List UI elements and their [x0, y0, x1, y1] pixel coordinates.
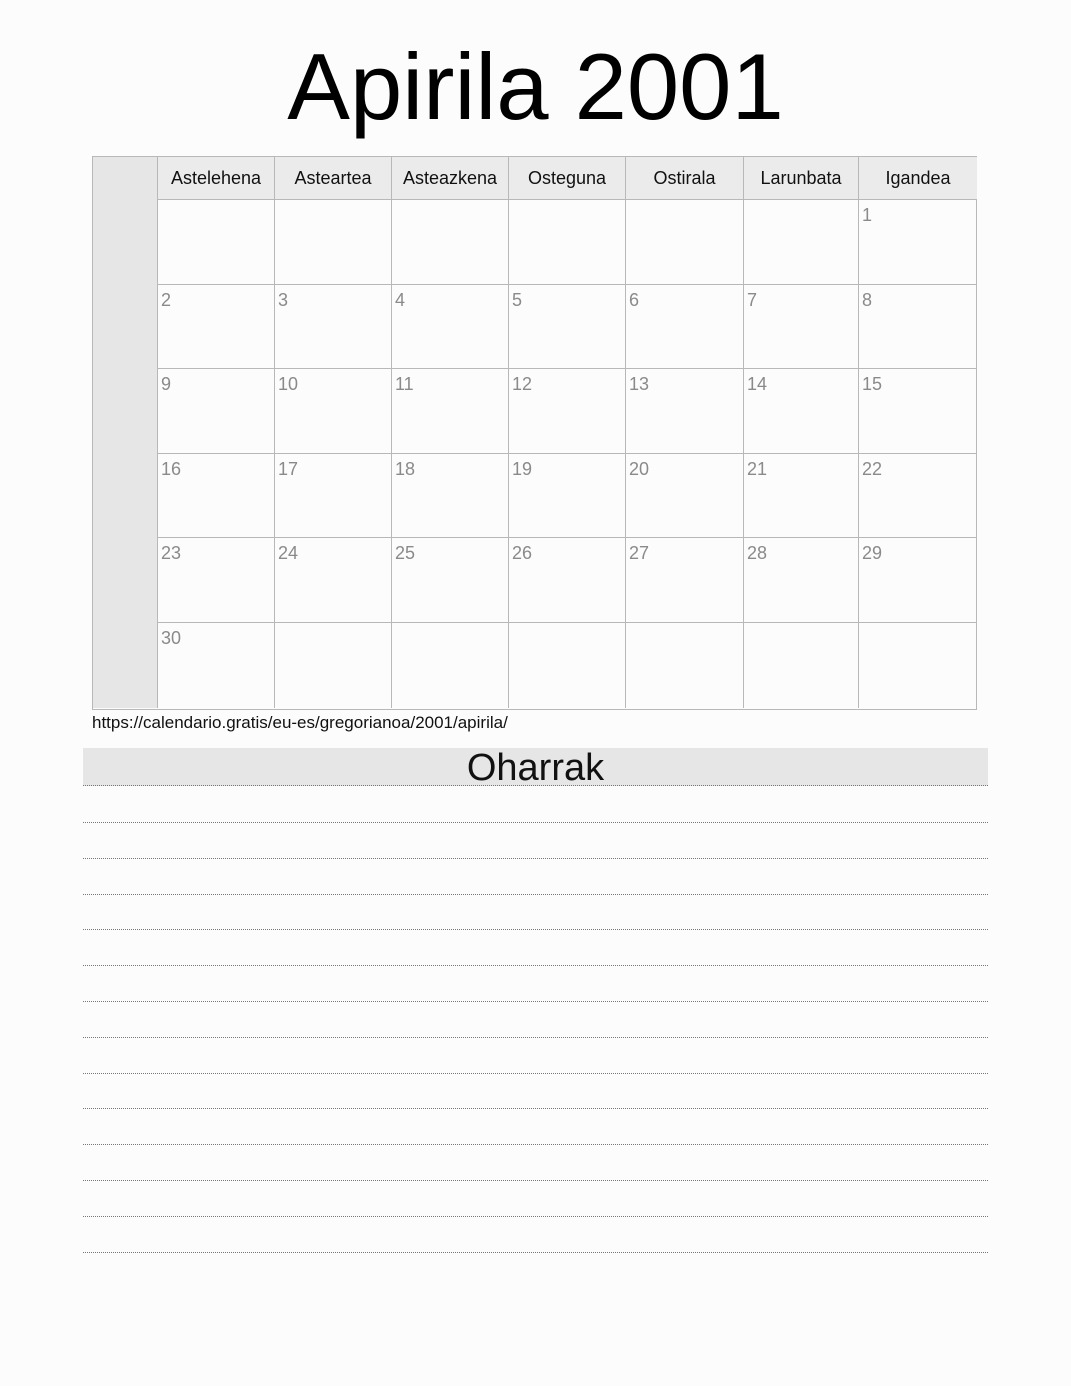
day-cell: [626, 369, 744, 454]
day-cell: [744, 623, 859, 708]
day-cell: [744, 200, 859, 285]
weekday-header: Igandea: [859, 157, 977, 200]
day-cell: [158, 454, 275, 538]
day-number: 14: [747, 374, 768, 394]
day-cell: [392, 454, 509, 538]
day-cell: [509, 200, 626, 285]
source-url: https://calendario.gratis/eu-es/gregorianoa/2001/apirila/: [92, 713, 508, 732]
day-cell: [859, 454, 977, 538]
day-number: 23: [161, 543, 182, 563]
calendar-grid: [92, 156, 977, 710]
day-number: 19: [512, 459, 533, 479]
weekday-header: Larunbata: [744, 157, 859, 200]
day-cell: [626, 623, 744, 708]
notes-heading: Oharrak: [83, 748, 988, 786]
day-cell: [275, 538, 392, 623]
day-number: 17: [278, 459, 299, 479]
notes-line: [83, 1216, 988, 1217]
day-number: 20: [629, 459, 650, 479]
day-number: 18: [395, 459, 416, 479]
weekday-header: Astelehena: [158, 157, 275, 200]
day-number: 11: [395, 374, 414, 394]
day-cell: [158, 369, 275, 454]
day-cell: [626, 454, 744, 538]
day-number: 21: [747, 459, 768, 479]
day-cell: [275, 369, 392, 454]
day-cell: [859, 369, 977, 454]
day-number: 6: [629, 290, 640, 310]
day-number: 2: [161, 290, 172, 310]
day-number: 9: [161, 374, 172, 394]
day-cell: [626, 200, 744, 285]
calendar-title: Apirila 2001: [287, 34, 784, 139]
day-cell: [275, 200, 392, 285]
notes-line: [83, 1001, 988, 1002]
day-cell: [509, 623, 626, 708]
day-cell: [392, 623, 509, 708]
weekday-header: Asteartea: [275, 157, 392, 200]
notes-line: [83, 858, 988, 859]
day-cell: [744, 538, 859, 623]
notes-line: [83, 1144, 988, 1145]
day-number: 27: [629, 543, 650, 563]
day-cell: [859, 285, 977, 369]
day-cell: [275, 454, 392, 538]
notes-line: [83, 1108, 988, 1109]
day-number: 4: [395, 290, 406, 310]
day-number: 22: [862, 459, 883, 479]
weekday-header: Asteazkena: [392, 157, 509, 200]
day-number: 26: [512, 543, 533, 563]
day-cell: [509, 538, 626, 623]
day-cell: [158, 538, 275, 623]
day-cell: [744, 454, 859, 538]
day-cell: [392, 285, 509, 369]
day-number: 5: [512, 290, 523, 310]
notes-line: [83, 1252, 988, 1253]
day-cell: [626, 538, 744, 623]
day-number: 15: [862, 374, 883, 394]
day-cell: [509, 285, 626, 369]
day-cell: [509, 369, 626, 454]
notes-line: [83, 822, 988, 823]
notes-line: [83, 1037, 988, 1038]
notes-line: [83, 1180, 988, 1181]
week-number-column: [93, 157, 158, 708]
day-number: 25: [395, 543, 416, 563]
day-cell: [509, 454, 626, 538]
notes-line: [83, 965, 988, 966]
notes-line: [83, 1073, 988, 1074]
weekday-header: Ostirala: [626, 157, 744, 200]
day-number: 16: [161, 459, 182, 479]
day-cell: [859, 623, 977, 708]
day-cell: [859, 200, 977, 285]
day-cell: [392, 538, 509, 623]
day-cell: [392, 200, 509, 285]
day-cell: [626, 285, 744, 369]
day-cell: [392, 369, 509, 454]
day-cell: [275, 623, 392, 708]
day-number: 29: [862, 543, 883, 563]
day-number: 8: [862, 290, 873, 310]
day-cell: [859, 538, 977, 623]
day-number: 12: [512, 374, 533, 394]
day-number: 7: [747, 290, 758, 310]
day-cell: [744, 285, 859, 369]
day-cell: [158, 623, 275, 708]
weekday-header: Osteguna: [509, 157, 626, 200]
day-number: 10: [278, 374, 299, 394]
day-number: 1: [862, 205, 873, 225]
day-number: 24: [278, 543, 299, 563]
day-number: 3: [278, 290, 289, 310]
day-number: 28: [747, 543, 768, 563]
day-number: 13: [629, 374, 650, 394]
notes-line: [83, 894, 988, 895]
day-cell: [158, 285, 275, 369]
day-cell: [158, 200, 275, 285]
notes-line: [83, 929, 988, 930]
day-cell: [744, 369, 859, 454]
day-cell: [275, 285, 392, 369]
day-number: 30: [161, 628, 182, 648]
